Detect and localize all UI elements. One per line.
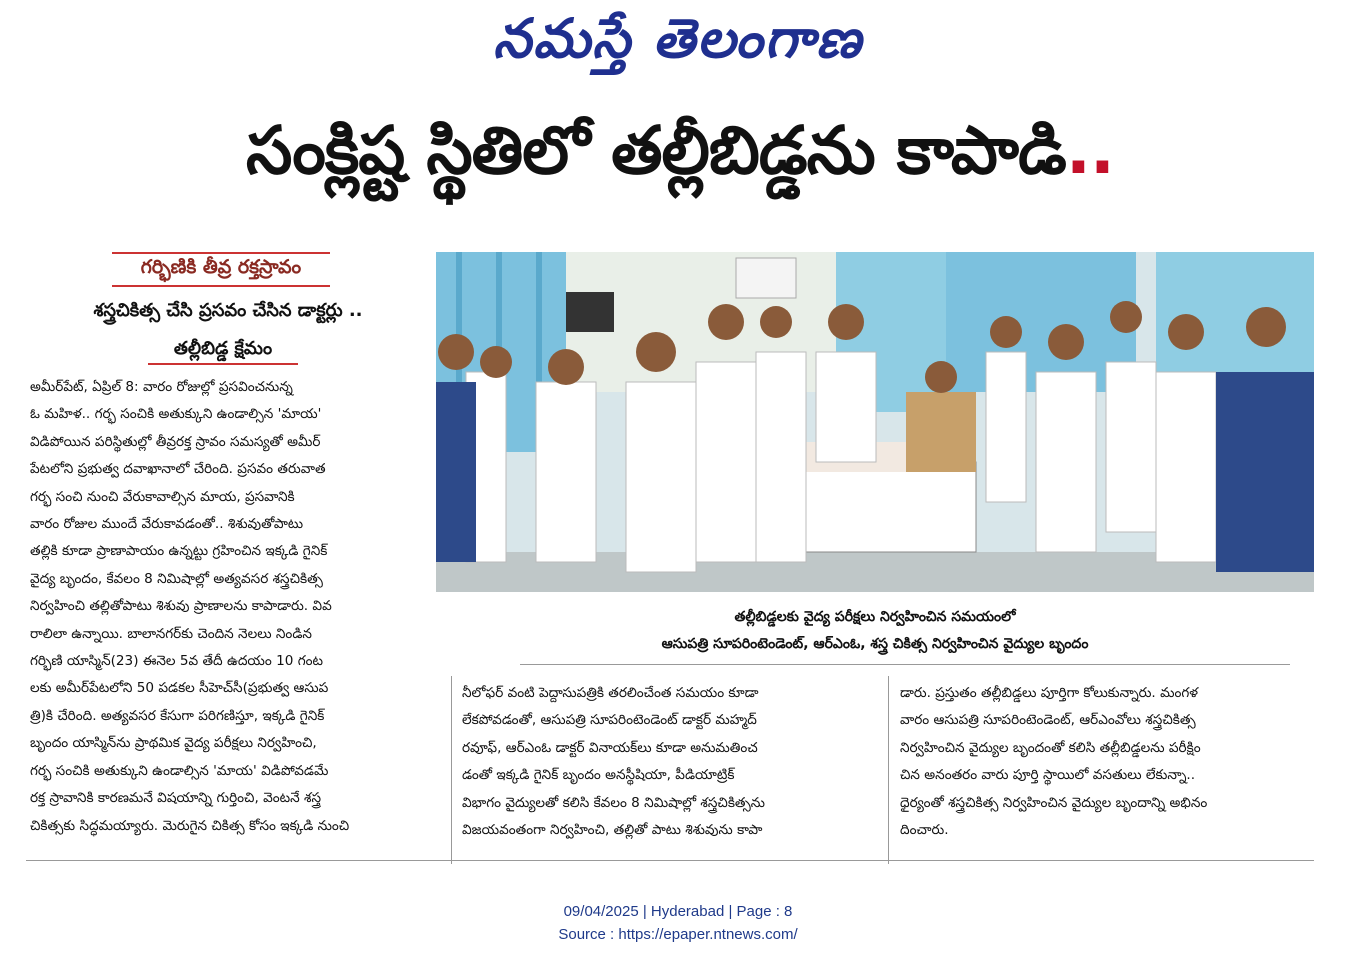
text-line: విభాగం వైద్యులతో కలిసి కేవలం 8 నిమిషాల్లో శస్త్రచికిత్సను	[462, 794, 765, 811]
text-line: చిన అనంతరం వారు పూర్తి స్థాయిలో వసతులు లేకున్నా..	[900, 767, 1196, 784]
main-subhead: శస్త్రచికిత్స చేసి ప్రసవం చేసిన డాక్టర్లు ..	[93, 300, 363, 321]
body-column-1	[30, 374, 440, 840]
photo-illustration	[436, 252, 1314, 592]
photo-caption	[436, 604, 1314, 658]
text-line: వైద్య బృందం, కేవలం 8 నిమిషాల్లో అత్యవసర శస్త్రచికిత్స	[30, 570, 323, 587]
article-bottom-rule	[26, 860, 1314, 861]
kicker-subhead: గర్భిణికి తీవ్ర రక్తస్రావం	[112, 252, 330, 287]
text-line: రవూఫ్, ఆర్ఎంఓ డాక్టర్ వినాయక్‌లు కూడా అనుమతించ	[462, 739, 758, 756]
text-line: విడిపోయిన పరిస్థితుల్లో తీవ్రరక్త స్రావం సమస్యతో అమీర్	[30, 433, 321, 450]
headline-dots: ..	[1065, 112, 1114, 189]
text-line: లేకపోవడంతో, ఆసుపత్రి సూపరింటెండెంట్ డాక్టర్ మహ్మద్	[462, 712, 757, 729]
headline-text: సంక్లిష్ట స్థితిలో తల్లీబిడ్డను కాపాడి	[246, 112, 1066, 189]
article-photo	[436, 252, 1314, 592]
body-column-3	[900, 680, 1312, 844]
text-line: అమీర్‌పేట్, ఏప్రిల్ 8: వారం రోజుల్లో ప్రసవించనున్న	[30, 379, 293, 395]
text-line: త్రి)కి చేరింది. అత్యవసర కేసుగా పరిగణిస్తూ, ఇక్కడి గైనిక్	[30, 707, 325, 724]
caption-line-1: తల్లీబిడ్డలకు వైద్య పరీక్షలు నిర్వహించిన సమయంలో	[734, 609, 1016, 625]
text-line: ధైర్యంతో శస్త్రచికిత్స నిర్వహించిన వైద్యుల బృందాన్ని అభినం	[900, 794, 1208, 811]
text-line: లకు అమీర్‌పేటలోని 50 పడకల సీహెచ్‌సీ(ప్రభుత్వ ఆసుప	[30, 680, 329, 697]
text-line: బృందం యాస్మిన్‌ను ప్రాథమిక వైద్య పరీక్షలు నిర్వహించి,	[30, 735, 317, 752]
text-line: వారం రోజుల ముందే వేరుకావడంతో.. శిశువుతోపాటు	[30, 516, 304, 533]
text-line: ఓ మహిళ.. గర్భ సంచికి అతుక్కుని ఉండాల్సిన 'మాయ'	[30, 406, 322, 423]
text-line: విజయవంతంగా నిర్వహించి, తల్లితో పాటు శిశువును కాపా	[462, 822, 763, 839]
source-link[interactable]: Source : https://epaper.ntnews.com/	[558, 926, 798, 943]
text-line: గర్భ సంచి నుంచి వేరుకావాల్సిన మాయ, ప్రసవానికి	[30, 488, 295, 505]
column-divider	[888, 676, 889, 864]
text-line: రక్త స్రావానికి కారణమనే విషయాన్ని గుర్తించి, వెంటనే శస్త్ర	[30, 790, 322, 807]
text-line: దించారు.	[900, 822, 949, 839]
text-line: నిర్వహించి తల్లితోపాటు శిశువు ప్రాణాలను కాపాడారు. వివ	[30, 598, 332, 615]
text-line: నీలోఫర్ వంటి పెద్దాసుపత్రికి తరలించేంత సమయం కూడా	[462, 685, 759, 701]
text-line: వారం ఆసుపత్రి సూపరింటెండెంట్, ఆర్ఎంవోలు శస్త్రచికిత్స	[900, 712, 1196, 729]
text-line: గర్భిణి యాస్మిన్(23) ఈనెల 5వ తేదీ ఉదయం 10 గంట	[30, 653, 324, 670]
page-footer	[0, 900, 1356, 946]
caption-rule	[520, 664, 1290, 665]
text-line: చికిత్సకు సిద్ధమయ్యారు. మెరుగైన చికిత్స కోసం ఇక్కడి నుంచి	[30, 817, 350, 834]
caption-line-2: ఆసుపత్రి సూపరింటెండెంట్, ఆర్ఎంఓ, శస్త్ర చికిత్స నిర్వహించిన వైద్యుల బృందం	[661, 636, 1089, 652]
newspaper-masthead: నమస్తే తెలంగాణ	[493, 6, 863, 70]
text-line: పేటలోని ప్రభుత్వ దవాఖానాలో చేరింది. ప్రసవం తరువాత	[30, 461, 326, 478]
column-divider	[451, 676, 452, 864]
text-line: డంతో ఇక్కడి గైనిక్ బృందం అనస్థీషియా, పీడియాట్రిక్	[462, 767, 735, 784]
edition-info: 09/04/2025 | Hyderabad | Page : 8	[563, 903, 793, 920]
tail-subhead: తల్లీబిడ్డ క్షేమం	[148, 338, 298, 365]
text-line: తల్లికి కూడా ప్రాణాపాయం ఉన్నట్టు గ్రహించిన ఇక్కడి గైనిక్	[30, 543, 328, 560]
article-headline	[40, 112, 1320, 205]
text-line: రాలిలా ఉన్నాయి. బాలానగర్‌కు చెందిన నెలలు నిండిన	[30, 625, 312, 642]
text-line: నిర్వహించిన వైద్యుల బృందంతో కలిసి తల్లీబిడ్డలను పరీక్షిం	[900, 739, 1201, 756]
text-line: డారు. ప్రస్తుతం తల్లీబిడ్డలు పూర్తిగా కోలుకున్నారు. మంగళ	[900, 685, 1199, 701]
body-column-2	[462, 680, 872, 844]
text-line: గర్భ సంచికి అతుక్కుని ఉండాల్సిన 'మాయ' విడిపోవడమే	[30, 762, 329, 779]
